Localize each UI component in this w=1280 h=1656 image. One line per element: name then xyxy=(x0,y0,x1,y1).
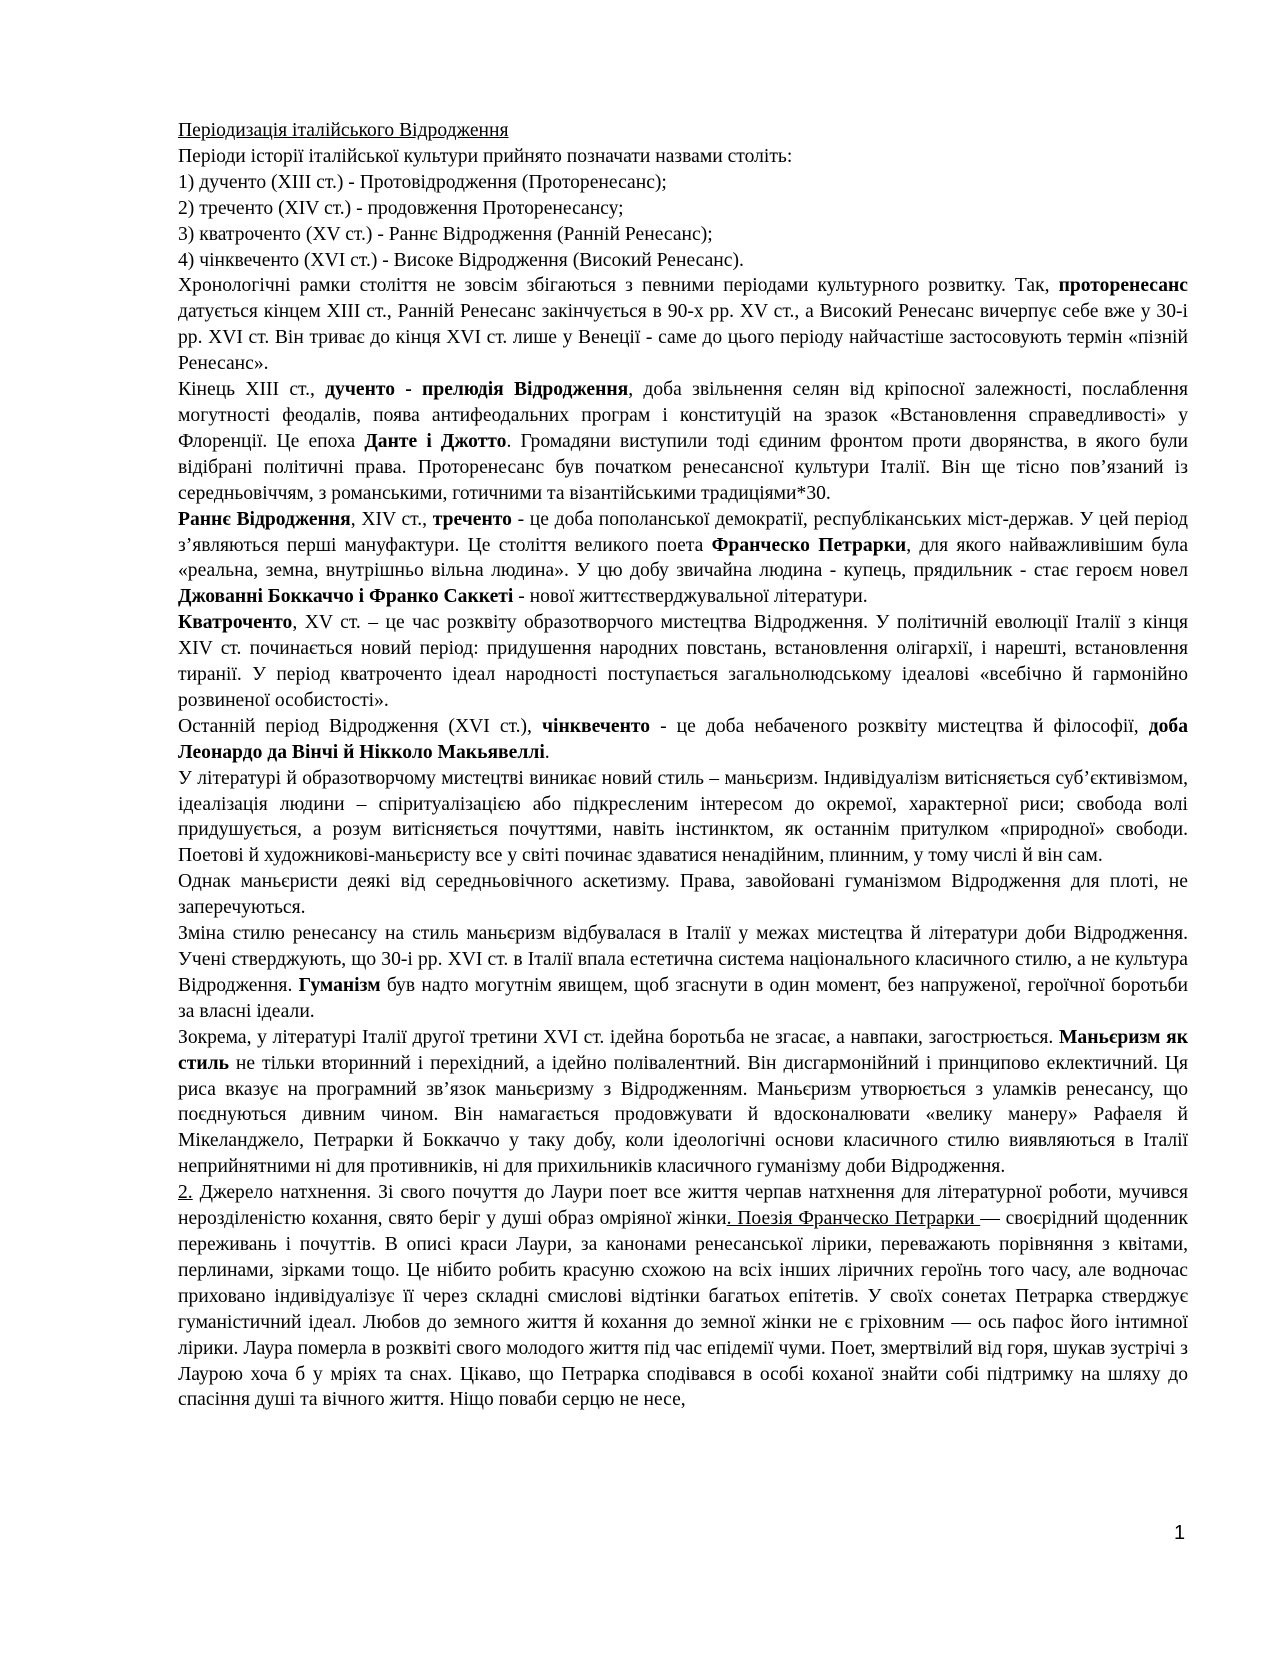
quattrocento-paragraph: Кватроченто, XV ст. – це час розквіту образотворчого мистецтва Відродження. У політичній еволюції Італії з кінця XIV ст. починається новий період: придушення народних повстань, встановлення олігархії, і нарешті, встановлення тиранії. У період кватроченто ідеал народності поступається загальнолюдському ідеалові «всебічно й гармонійно розвиненої особистості». xyxy=(178,612,1188,711)
period-item: 1) дученто (XIII ст.) - Протовідродження (Проторенесанс); xyxy=(178,171,667,193)
item-number: 2. xyxy=(178,1182,193,1204)
struggle-paragraph: Зокрема, у літературі Італії другої третини XVI ст. ідейна боротьба не згасає, а навпаки, загострюється. Маньєризм як стиль не тільки вторинний і перехідний, а ідейно полівалентний. Він дисгармонійний і принципово еклектичний. Ця риса вказує на програмний зв’язок маньєризму з Відродженням. Маньєризм утворюється з уламків ренесансу, що поєднуються дивним чином. Він намагається продовжувати й вдосконалювати «велику манеру» Рафаеля й Мікеланджело, Петрарки й Боккаччо у таку добу, коли ідеологічні основи класичного стилю виявляються в Італії неприйнятними ні для противників, ні для прихильників класичного гуманізму доби Відродження. xyxy=(178,1026,1188,1178)
laura-paragraph: 2. Джерело натхнення. Зі свого почуття до Лаури поет все життя черпав натхнення для літературної роботи, мучився нерозділеністю кохання, свято беріг у душі образ омріяної жінки. Поезія Франческо Петрарки — своєрідний щоденник переживань і почуттів. В описі краси Лаури, за канонами ренесанської лірики, переважають порівняння з квітами, перлинами, зірками тощо. Це нібито робить красуню схожою на всіх інших ліричних героїнь того часу, але водночас приховано індивідуалізує її через складні смислові відтінки багатьох епітетів. У своїх сонетах Петрарка стверджує гуманістичний ідеал. Любов до земного життя й кохання до земної жінки не є гріховним — ось пафос його інтимної лірики. Лаура померла в розквіті свого молодого життя під час епідемії чуми. Поет, змертвілий від горя, шукав зустрічі з Лаурою хоча б у мріях та снах. Цікаво, що Петрарка сподівався в особі коханої знайти собі підтримку на шляху до спасіння душі та вічного життя. Ніщо поваби серцю не несе, xyxy=(178,1182,1188,1411)
trecento-paragraph: Раннє Відродження, XIV ст., треченто - це доба пополанської демократії, республіканських міст-держав. У цей період з’являються перші мануфактури. Це століття великого поета Франческо Петрарки, для якого найважливішим була «реальна, земна, внутрішньо вільна людина». У цю добу звичайна людина - купець, прядильник - стає героєм новел Джованні Боккаччо і Франко Саккеті - нової життєстверджувальної літератури. xyxy=(178,508,1189,608)
period-item: 2) треченто (XIV ст.) - продовження Проторенесансу; xyxy=(178,197,624,219)
chronology-paragraph: Хронологічні рамки століття не зовсім збігаються з певними періодами культурного розвитку. Так, проторенесанс датується кінцем XIII ст., Ранній Ренесанс закінчується в 90-х рр. XV ст., а Високий Ренесанс вичерпує себе вже у 30-і рр. XVI ст. Він триває до кінця XVI ст. лише у Венеції - саме до цього періоду найчастіше застосовують термін «пізній Ренесанс». xyxy=(178,275,1188,375)
asceticism-paragraph: Однак маньєристи деякі від середньовічного аскетизму. Права, завойовані гуманізмом Відродження для плоті, не заперечуються. xyxy=(178,871,1188,919)
period-item: 3) кватроченто (XV ст.) - Раннє Відродження (Ранній Ренесанс); xyxy=(178,223,713,245)
intro-paragraph: Періоди історії італійської культури прийнято позначати назвами століть: xyxy=(178,145,793,167)
duecento-paragraph: Кінець XIII ст., дученто - прелюдія Відродження, доба звільнення селян від кріпосної залежності, послаблення могутності феодалів, поява антифеодальних програм і конституцій на зразок «Встановлення справедливості» у Флоренції. Це епоха Данте і Джотто. Громадяни виступили тоді єдиним фронтом проти дворянства, в якого були відібрані політичні права. Проторенесанс був початком ренесансної культури Італії. Він ще тісно пов’язаний із середньовіччям, з романськими, готичними та візантійськими традиціями*30. xyxy=(178,379,1188,504)
period-item: 4) чінквеченто (XVI ст.) - Високе Відродження (Високий Ренесанс). xyxy=(178,249,744,271)
style-change-paragraph: Зміна стилю ренесансу на стиль маньєризм відбувалася в Італії у межах мистецтва й літератури доби Відродження. Учені стверджують, що 30-і рр. XVI ст. в Італії впала естетична система національного класичного стилю, а не культура Відродження. Гуманізм був надто могутнім явищем, щоб згаснути в один момент, без напруженої, героїчної боротьби за власні ідеали. xyxy=(178,923,1188,1022)
page-number: 1 xyxy=(1174,1522,1186,1544)
section-title: Періодизація італійського Відродження xyxy=(178,120,509,141)
cinquecento-paragraph: Останній період Відродження (XVI ст.), чінквеченто - це доба небаченого розквіту мистецтва й філософії, доба Леонардо да Вінчі й Нікколо Макьявеллі. xyxy=(178,715,1189,763)
document-body xyxy=(178,118,1188,1413)
mannerism-paragraph: У літературі й образотворчому мистецтві виникає новий стиль – маньєризм. Індивідуалізм витісняється суб’єктивізмом, ідеалізація людини – спіритуалізацією або підкресленим інтересом до окремої, характерної риси; свобода волі придушується, а розум витісняється почуттями, навіть інстинктом, як останнім притулком «природної» свободи. Поетові й художникові-маньєристу все у світі починає здаватися ненадійним, плинним, у тому числі й він сам. xyxy=(178,767,1188,867)
